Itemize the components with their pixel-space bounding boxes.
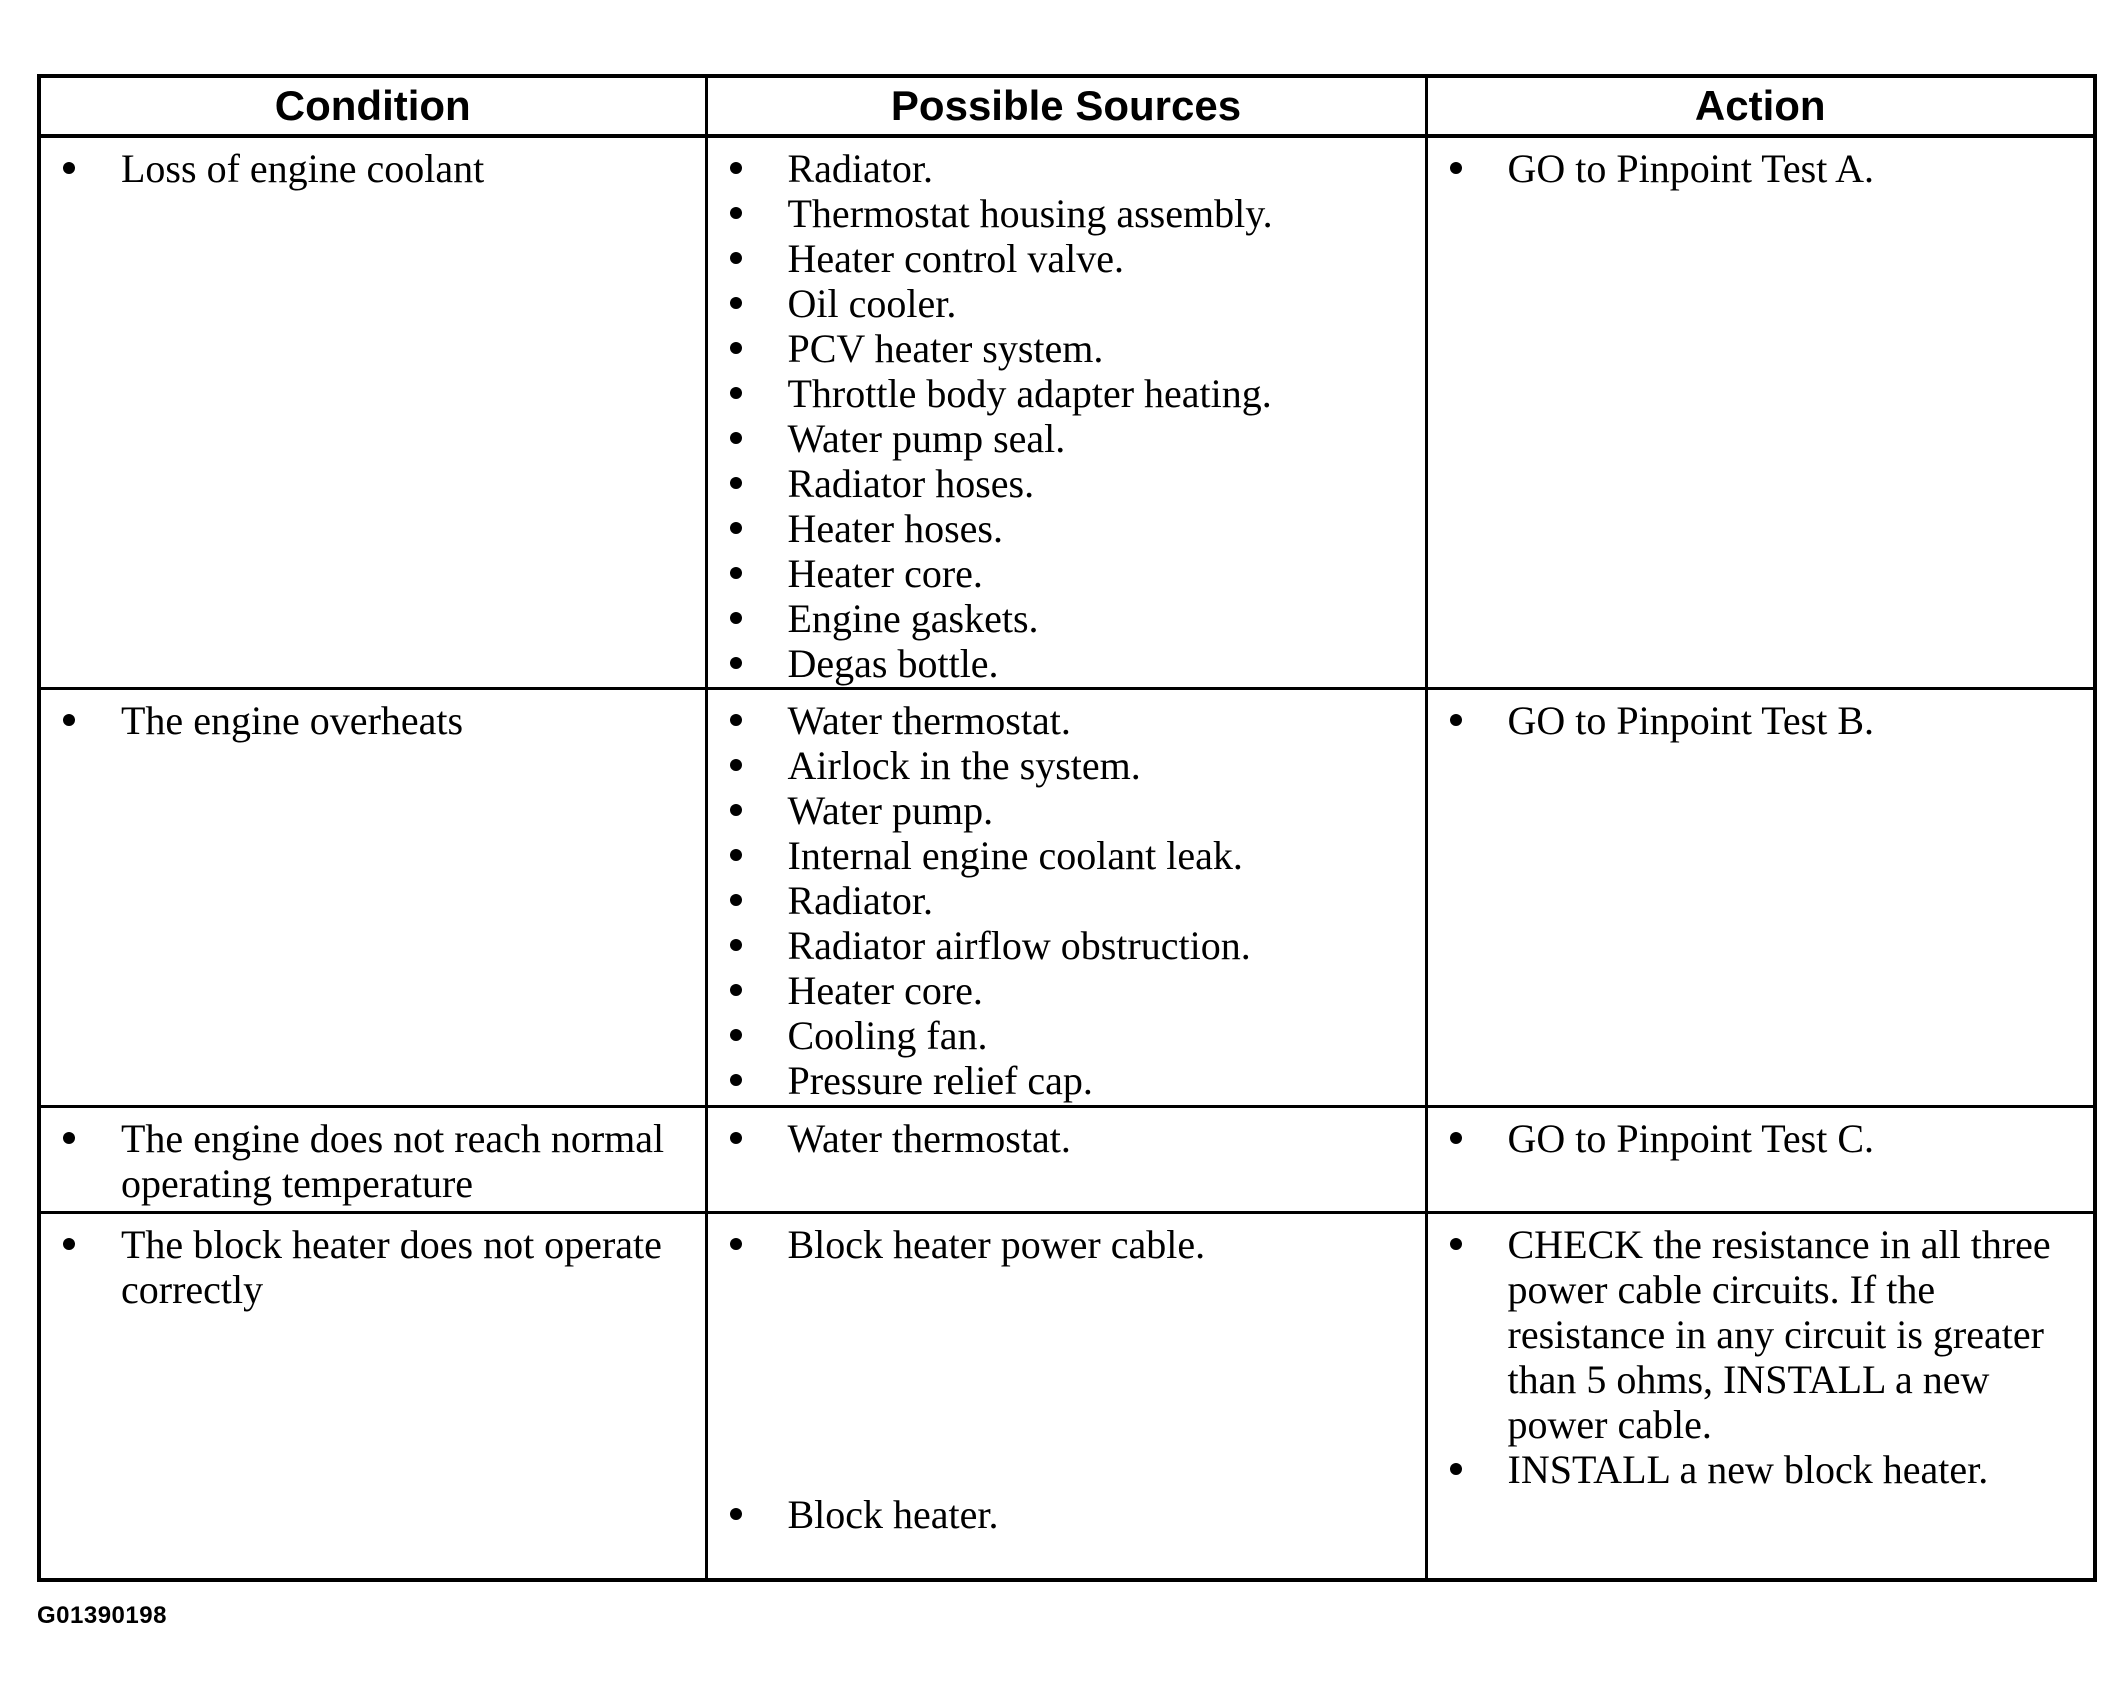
action-item: INSTALL a new block heater. [1428,1447,2094,1492]
source-item: Throttle body adapter heating. [708,371,1425,416]
table-row [41,136,2093,688]
source-item: Cooling fan. [708,1013,1425,1058]
source-item: Radiator airflow obstruction. [708,923,1425,968]
source-item: Water pump seal. [708,416,1425,461]
condition-text: The engine does not reach normal operating temperature [41,1116,705,1206]
source-item: Water thermostat. [708,1116,1425,1161]
table-row [41,1106,2093,1212]
source-item: Heater control valve. [708,236,1425,281]
source-item: Water thermostat. [708,698,1425,743]
source-item: Block heater power cable. [708,1222,1425,1267]
action-cell [1426,1106,2093,1212]
sources-cell [706,688,1426,1106]
source-item: Heater core. [708,968,1425,1013]
header-action: Action [1426,78,2093,136]
action-item: GO to Pinpoint Test B. [1428,698,2094,743]
source-item: Pressure relief cap. [708,1058,1425,1103]
table-row [41,688,2093,1106]
action-cell [1426,136,2093,688]
condition-cell [41,1212,706,1578]
diagnosis-table-frame [37,74,2097,1582]
action-item: GO to Pinpoint Test A. [1428,146,2094,191]
source-item: Engine gaskets. [708,596,1425,641]
source-item: Internal engine coolant leak. [708,833,1425,878]
figure-id-label: G01390198 [37,1602,167,1629]
symptom-chart-table [41,78,2093,1578]
header-condition: Condition [41,78,706,136]
source-item: Heater hoses. [708,506,1425,551]
spacer [708,1267,1425,1492]
action-cell [1426,1212,2093,1578]
source-item: Water pump. [708,788,1425,833]
action-cell [1426,688,2093,1106]
action-item: CHECK the resistance in all three power cable circuits. If the resistance in any circuit is greater than 5 ohms, INSTALL a new power cable. [1428,1222,2094,1447]
source-item: Block heater. [708,1492,1425,1537]
source-item: Oil cooler. [708,281,1425,326]
condition-text: The block heater does not operate correctly [41,1222,705,1312]
condition-cell [41,688,706,1106]
condition-cell [41,1106,706,1212]
sources-cell [706,1212,1426,1578]
header-possible-sources: Possible Sources [706,78,1426,136]
source-item: Radiator. [708,146,1425,191]
source-item: PCV heater system. [708,326,1425,371]
table-row [41,1212,2093,1578]
condition-text: Loss of engine coolant [41,146,705,191]
sources-cell [706,136,1426,688]
action-item: GO to Pinpoint Test C. [1428,1116,2094,1161]
source-item: Radiator hoses. [708,461,1425,506]
source-item: Degas bottle. [708,641,1425,686]
condition-cell [41,136,706,688]
source-item: Thermostat housing assembly. [708,191,1425,236]
source-item: Airlock in the system. [708,743,1425,788]
source-item: Heater core. [708,551,1425,596]
sources-cell [706,1106,1426,1212]
header-row [41,78,2093,136]
source-item: Radiator. [708,878,1425,923]
condition-text: The engine overheats [41,698,705,743]
